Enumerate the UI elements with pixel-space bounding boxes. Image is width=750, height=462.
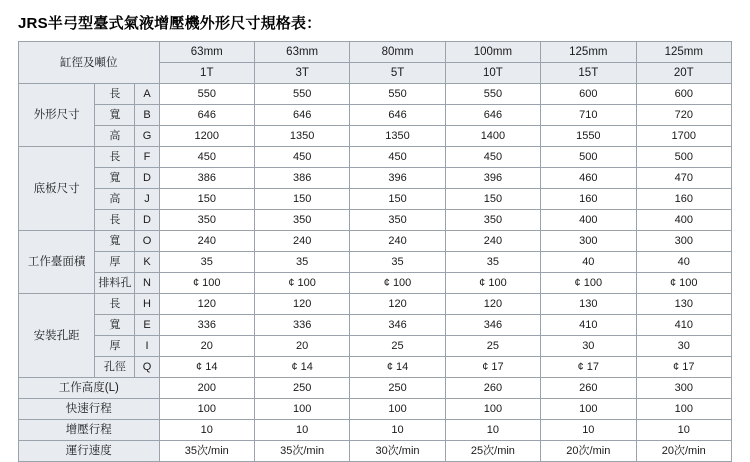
table-row [19, 420, 732, 441]
cell-value: 10 [254, 420, 349, 441]
row-item: 高 [95, 189, 135, 210]
bore-header-4: 100mm [445, 42, 540, 63]
cell-value: 35次/min [254, 441, 349, 462]
cell-value: 260 [541, 378, 636, 399]
cell-value: 100 [254, 399, 349, 420]
cell-value: 250 [254, 378, 349, 399]
cell-value: 336 [159, 315, 254, 336]
row-item: 高 [95, 126, 135, 147]
row-code: F [135, 147, 159, 168]
cell-value: 30次/min [350, 441, 445, 462]
cell-value: 10 [350, 420, 445, 441]
cell-value: 410 [636, 315, 731, 336]
summary-label: 增壓行程 [19, 420, 160, 441]
cell-value: 100 [541, 399, 636, 420]
table-header [19, 42, 732, 84]
cell-value: 550 [445, 84, 540, 105]
cell-value: ¢ 100 [445, 273, 540, 294]
cell-value: 160 [541, 189, 636, 210]
cell-value: 100 [445, 399, 540, 420]
cell-value: 410 [541, 315, 636, 336]
cell-value: ¢ 100 [541, 273, 636, 294]
row-item: 寬 [95, 315, 135, 336]
table-row [19, 378, 732, 399]
cell-value: 550 [350, 84, 445, 105]
cell-value: 1700 [636, 126, 731, 147]
bore-header-5: 125mm [541, 42, 636, 63]
tonnage-header-2: 3T [254, 63, 349, 84]
cell-value: 450 [159, 147, 254, 168]
group-label-3: 安裝孔距 [19, 294, 95, 378]
cell-value: 386 [254, 168, 349, 189]
cell-value: 600 [636, 84, 731, 105]
row-code: I [135, 336, 159, 357]
cell-value: 240 [254, 231, 349, 252]
cell-value: 240 [445, 231, 540, 252]
bore-header-6: 125mm [636, 42, 731, 63]
table-row [19, 441, 732, 462]
summary-label: 快速行程 [19, 399, 160, 420]
cell-value: 120 [159, 294, 254, 315]
cell-value: 346 [350, 315, 445, 336]
row-code: H [135, 294, 159, 315]
cell-value: 300 [636, 378, 731, 399]
row-item: 長 [95, 147, 135, 168]
cell-value: 10 [445, 420, 540, 441]
cell-value: 100 [636, 399, 731, 420]
cell-value: 260 [445, 378, 540, 399]
row-item: 排料孔 [95, 273, 135, 294]
cell-value: ¢ 17 [636, 357, 731, 378]
cell-value: 300 [636, 231, 731, 252]
row-item: 寬 [95, 168, 135, 189]
cell-value: 646 [445, 105, 540, 126]
row-code: E [135, 315, 159, 336]
cell-value: 350 [254, 210, 349, 231]
cell-value: 470 [636, 168, 731, 189]
row-code: G [135, 126, 159, 147]
row-code: O [135, 231, 159, 252]
tonnage-header-5: 15T [541, 63, 636, 84]
row-code: K [135, 252, 159, 273]
cell-value: 10 [541, 420, 636, 441]
row-item: 寬 [95, 231, 135, 252]
corner-header: 缸徑及噸位 [19, 42, 160, 84]
table-row [19, 357, 732, 378]
cell-value: 120 [254, 294, 349, 315]
cell-value: 150 [445, 189, 540, 210]
cell-value: 130 [541, 294, 636, 315]
cell-value: 100 [159, 399, 254, 420]
cell-value: 35 [445, 252, 540, 273]
cell-value: 130 [636, 294, 731, 315]
cell-value: 25 [445, 336, 540, 357]
group-label-0: 外形尺寸 [19, 84, 95, 147]
cell-value: 10 [159, 420, 254, 441]
cell-value: 336 [254, 315, 349, 336]
cell-value: ¢ 14 [159, 357, 254, 378]
table-body [19, 84, 732, 462]
cell-value: ¢ 17 [445, 357, 540, 378]
row-item: 厚 [95, 252, 135, 273]
table-row [19, 315, 732, 336]
cell-value: 550 [159, 84, 254, 105]
group-label-1: 底板尺寸 [19, 147, 95, 231]
cell-value: 346 [445, 315, 540, 336]
cell-value: 40 [636, 252, 731, 273]
cell-value: ¢ 100 [159, 273, 254, 294]
cell-value: 460 [541, 168, 636, 189]
cell-value: 160 [636, 189, 731, 210]
cell-value: 100 [350, 399, 445, 420]
cell-value: 30 [636, 336, 731, 357]
table-row [19, 126, 732, 147]
cell-value: 386 [159, 168, 254, 189]
table-row [19, 168, 732, 189]
row-code: A [135, 84, 159, 105]
cell-value: 20 [159, 336, 254, 357]
cell-value: 350 [159, 210, 254, 231]
bore-header-3: 80mm [350, 42, 445, 63]
cell-value: 20次/min [636, 441, 731, 462]
cell-value: 20次/min [541, 441, 636, 462]
cell-value: 120 [350, 294, 445, 315]
summary-label: 運行速度 [19, 441, 160, 462]
cell-value: 30 [541, 336, 636, 357]
cell-value: 35 [254, 252, 349, 273]
cell-value: 646 [159, 105, 254, 126]
cell-value: 720 [636, 105, 731, 126]
tonnage-header-3: 5T [350, 63, 445, 84]
cell-value: 600 [541, 84, 636, 105]
tonnage-header-1: 1T [159, 63, 254, 84]
cell-value: 1200 [159, 126, 254, 147]
table-row [19, 294, 732, 315]
table-row [19, 273, 732, 294]
cell-value: 1350 [254, 126, 349, 147]
cell-value: 200 [159, 378, 254, 399]
cell-value: 400 [541, 210, 636, 231]
page-title: JRS半弓型臺式氣液增壓機外形尺寸規格表： [18, 15, 322, 32]
cell-value: 10 [636, 420, 731, 441]
cell-value: 20 [254, 336, 349, 357]
cell-value: 25 [350, 336, 445, 357]
cell-value: ¢ 100 [254, 273, 349, 294]
cell-value: 400 [636, 210, 731, 231]
cell-value: 500 [541, 147, 636, 168]
cell-value: 1350 [350, 126, 445, 147]
table-row [19, 189, 732, 210]
row-code: D [135, 168, 159, 189]
cell-value: 35 [350, 252, 445, 273]
cell-value: 240 [350, 231, 445, 252]
cell-value: 1550 [541, 126, 636, 147]
table-row [19, 147, 732, 168]
cell-value: 250 [350, 378, 445, 399]
cell-value: 120 [445, 294, 540, 315]
cell-value: 450 [254, 147, 349, 168]
tonnage-header-4: 10T [445, 63, 540, 84]
row-code: B [135, 105, 159, 126]
cell-value: 350 [350, 210, 445, 231]
row-item: 厚 [95, 336, 135, 357]
cell-value: ¢ 14 [350, 357, 445, 378]
cell-value: ¢ 100 [636, 273, 731, 294]
row-code: N [135, 273, 159, 294]
row-item: 長 [95, 210, 135, 231]
cell-value: ¢ 100 [350, 273, 445, 294]
specification-table [18, 41, 732, 462]
table-row [19, 105, 732, 126]
bore-header-2: 63mm [254, 42, 349, 63]
table-row [19, 231, 732, 252]
cell-value: 240 [159, 231, 254, 252]
cell-value: 35 [159, 252, 254, 273]
summary-label: 工作高度(L) [19, 378, 160, 399]
table-row [19, 210, 732, 231]
table-header-row-bore [19, 42, 732, 63]
cell-value: 150 [159, 189, 254, 210]
cell-value: 646 [350, 105, 445, 126]
cell-value: 396 [445, 168, 540, 189]
row-item: 孔徑 [95, 357, 135, 378]
row-item: 長 [95, 84, 135, 105]
row-item: 長 [95, 294, 135, 315]
cell-value: 40 [541, 252, 636, 273]
table-row [19, 252, 732, 273]
cell-value: ¢ 14 [254, 357, 349, 378]
row-code: J [135, 189, 159, 210]
row-code: Q [135, 357, 159, 378]
table-row [19, 336, 732, 357]
row-item: 寬 [95, 105, 135, 126]
row-code: D [135, 210, 159, 231]
table-row [19, 399, 732, 420]
cell-value: 500 [636, 147, 731, 168]
tonnage-header-6: 20T [636, 63, 731, 84]
cell-value: 450 [350, 147, 445, 168]
cell-value: 300 [541, 231, 636, 252]
cell-value: 396 [350, 168, 445, 189]
cell-value: 35次/min [159, 441, 254, 462]
bore-header-1: 63mm [159, 42, 254, 63]
cell-value: 450 [445, 147, 540, 168]
cell-value: 1400 [445, 126, 540, 147]
cell-value: 25次/min [445, 441, 540, 462]
group-label-2: 工作臺面積 [19, 231, 95, 294]
cell-value: 710 [541, 105, 636, 126]
cell-value: 550 [254, 84, 349, 105]
cell-value: 150 [350, 189, 445, 210]
cell-value: ¢ 17 [541, 357, 636, 378]
cell-value: 646 [254, 105, 349, 126]
cell-value: 350 [445, 210, 540, 231]
cell-value: 150 [254, 189, 349, 210]
table-row [19, 84, 732, 105]
